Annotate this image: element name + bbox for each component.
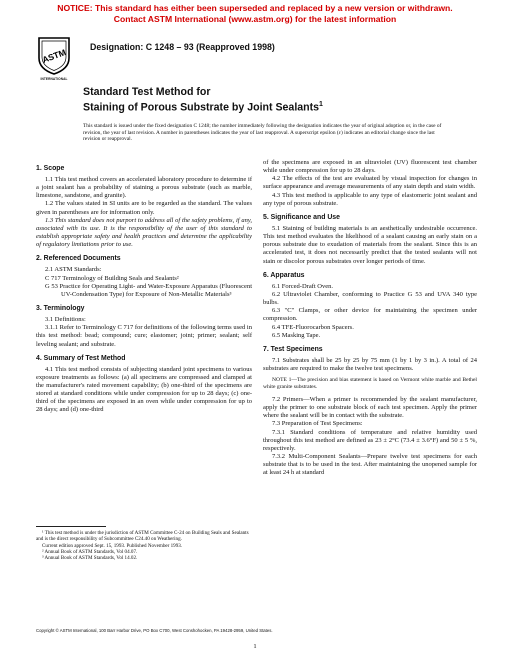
footnote-1-edition: Current edition approved Sept. 15, 1993. Published November 1993. [42,542,183,549]
paragraph-7-2: 7.2 Primers—When a primer is recommended by the sealant manufacturer, apply the primer to one substrate block of each test specimen. Apply the primer where the sealant will be in contact with the substrate. [263,395,477,420]
notice-line-1: NOTICE: This standard has either been superseded and replaced by a new version or withdrawn. [57,3,453,13]
paragraph-7-3-1: 7.3.1 Standard conditions of temperature and relative humidity used throughout this test method are defined as 23 ± 2°C (73.4 ± 3.6°F) and 50 ± 5 %, respectively. [263,428,477,452]
section-heading-significance: 5. Significance and Use [263,213,340,221]
footnote-1: ¹ This test method is under the jurisdiction of ASTM Committee C-24 on Building Seals and Sealants and is the direct responsibility of Subcommittee C24.40 on Weathering. [36,530,249,543]
right-column [263,159,477,478]
paragraph-7-3-2: 7.3.2 Multi-Component Sealants—Prepare twelve test specimens for each substrate that is to be used in the test. After maintaining the unopened sample for at least 24 h at standard [263,453,477,477]
paragraph-3-1: 3.1 Definitions: [45,316,86,324]
withdrawal-notice [0,3,510,24]
paragraph-7-3: 7.3 Preparation of Test Specimens: [272,420,363,428]
reference-g53: G 53 Practice for Operating Light- and Water-Exposure Apparatus (Fluorescent UV-Condensation Type) for Exposure of Non-Metallic Materials³ [45,282,252,298]
paragraph-1-2: 1.2 The values stated in SI units are to be regarded as the standard. The values given in parentheses are for information only. [36,200,252,216]
section-heading-scope: 1. Scope [36,165,65,172]
issue-note: This standard is issued under the fixed designation C 1248; the number immediately following the designation indicates the year of original adoption or, in the case of revision, the year of last revision. A number in parentheses indicates the year of last reapproval. A superscript epsilon (ε) indicates an editorial change since the last revision or reapproval. [83,123,442,143]
paragraph-6-3: 6.3 "C" Clamps, or other device for maintaining the specimen under compression. [263,307,477,323]
paragraph-5-1: 5.1 Staining of building materials is an aesthetically undesirable occurrence. This test method evaluates the likelihood of a sealant causing an early stain on a porous substrate due to exudation of materials from the sealant. Since this is an accelerated test, it does not necessarily predict that the tested sealants will not stain or discolor porous substrates over longer periods of time. [263,224,477,265]
logo-subtext: INTERNATIONAL [40,77,68,81]
paragraph-1-3: 1.3 This standard does not purport to address all of the safety problems, if any, associated with its use. It is the responsibility of the user of this standard to establish appropriate safety and health practices and determine the applicability of regulatory limitations prior to use. [36,216,252,249]
designation: Designation: C 1248 – 93 (Reapproved 1998) [90,42,275,52]
paragraph-4-1: 4.1 This test method consists of subjecting standard joint specimens to various exposure treatments as follows: (a) all specimens are compressed and clamped at the manufacturer's rated movement capability; (b) one-third of the specimens are stored at standard conditions while under compression for up to 28 days; (c) one-third of the specimens are exposed in an oven while under compression for up to 28 days; and (d) one-third [36,365,252,414]
page-number: 1 [253,643,257,650]
section-heading-test-specimens: 7. Test Specimens [263,345,323,353]
paragraph-6-1: 6.1 Forced-Draft Oven. [272,282,334,290]
reference-c717: C 717 Terminology of Building Seals and Sealants² [45,274,179,282]
paragraph-4-1-continued: of the specimens are exposed in an ultraviolet (UV) fluorescent test chamber while under compression for up to 28 days. [263,159,477,175]
paragraph-6-4: 6.4 TFE-Fluorocarbon Spacers. [272,323,354,331]
paragraph-4-2: 4.2 The effects of the test are evaluated by visual inspection for changes in surface appearance and average measurements of any stain depth and stain width. [263,175,477,191]
title-footnote-marker: 1 [319,100,323,108]
notice-line-2: Contact ASTM International (www.astm.org) for the latest information [113,13,397,24]
section-heading-summary: 4. Summary of Test Method [36,354,126,362]
paragraph-4-3: 4.3 This test method is applicable to any type of elastomeric joint sealant and any type of porous substrate. [263,191,477,207]
note-1: NOTE 1—The precision and bias statement is based on Vermont white marble and Bethel white granite substrates. [263,377,477,391]
footnote-3: ³ Annual Book of ASTM Standards, Vol 14.02. [42,555,138,562]
svg-text:ASTM: ASTM [40,47,68,65]
paragraph-1-1: 1.1 This test method covers an accelerated laboratory procedure to determine if a joint sealant has a probability of staining a porous substrate (such as marble, limestone, sandstone, and granite). [36,176,252,200]
section-heading-terminology: 3. Terminology [36,305,85,313]
title-line-1: Standard Test Method for [83,86,211,98]
section-heading-referenced-documents: 2. Referenced Documents [36,255,121,263]
copyright-line: Copyright © ASTM International, 100 Barr Harbor Drive, PO Box C700, West Conshohocken, PA 19428-2959, United States. [36,628,273,633]
title-line-2: Staining of Porous Substrate by Joint Sealants$^1$ [83,100,323,114]
paragraph-6-5: 6.5 Masking Tape. [272,331,321,339]
paragraph-7-1: 7.1 Substrates shall be 25 by 25 by 75 mm (1 by 1 by 3 in.). A total of 24 substrates are required to make the twelve test specimens. [263,356,477,372]
left-column [36,159,252,415]
footnote-divider [36,526,106,527]
section-heading-apparatus: 6. Apparatus [263,271,305,279]
paragraph-3-1-1: 3.1.1 Refer to Terminology C 717 for definitions of the following terms used in this test method: bead; compound; cure; elastomer; joint; primer; sealant; self leveling sealant; and substrate. [36,324,252,348]
footnote-2: ² Annual Book of ASTM Standards, Vol 04.07. [42,548,138,555]
paragraph-2-1: 2.1 ASTM Standards: [45,266,102,274]
footnotes [36,530,252,561]
document-title [83,86,323,114]
astm-logo-icon [37,36,71,76]
paragraph-6-2: 6.2 Ultraviolet Chamber, conforming to Practice G 53 and UVA 340 type bulbs. [263,290,477,307]
